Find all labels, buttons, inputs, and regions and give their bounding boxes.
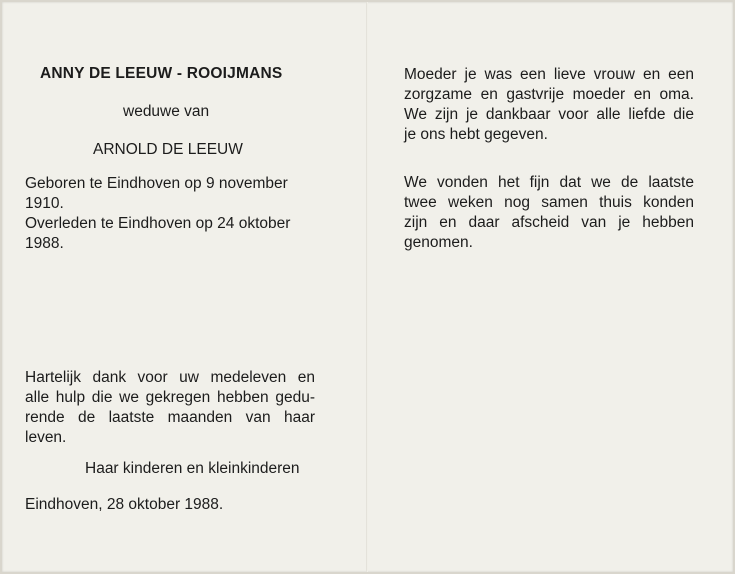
death-line-2: 1988. (25, 235, 64, 252)
signed-by: Haar kinderen en kleinkinderen (85, 460, 300, 477)
widow-of-label: weduwe van (123, 103, 210, 120)
verse-2-line-4: genomen. (404, 234, 473, 251)
birth-line-2: 1910. (25, 195, 64, 212)
place-date: Eindhoven, 28 oktober 1988. (25, 496, 224, 513)
husband-name: ARNOLD DE LEEUW (93, 141, 243, 158)
birth-line-1: Geboren te Eindhoven op 9 november (25, 175, 288, 192)
verse-1-line-2: zorgzame en gastvrije moeder en oma. (404, 86, 694, 103)
thanks-paragraph (25, 368, 315, 448)
verse-1-line-1: Moeder je was een lieve vrouw en een (404, 66, 694, 83)
death-line-1: Overleden te Eindhoven op 24 oktober (25, 215, 291, 232)
thanks-line-4: leven. (25, 429, 67, 446)
thanks-line-2: alle hulp die we gekregen hebben gedu- (25, 389, 315, 406)
deceased-name: ANNY DE LEEUW - ROOIJMANS (40, 65, 283, 82)
verse-1-line-3: We zijn je dankbaar voor alle liefde die (404, 106, 694, 123)
thanks-line-1: Hartelijk dank voor uw medeleven en (25, 369, 315, 386)
verse-1 (404, 65, 694, 145)
card-fold (366, 2, 368, 572)
verse-2-line-2: twee weken nog samen thuis konden (404, 194, 694, 211)
verse-2 (404, 173, 694, 253)
verse-1-line-4: je ons hebt gegeven. (404, 126, 548, 143)
thanks-line-3: rende de laatste maanden van haar (25, 409, 315, 426)
verse-2-line-3: zijn en daar afscheid van je hebben (404, 214, 694, 231)
verse-2-line-1: We vonden het fijn dat we de laatste (404, 174, 694, 191)
memorial-card (2, 2, 733, 572)
